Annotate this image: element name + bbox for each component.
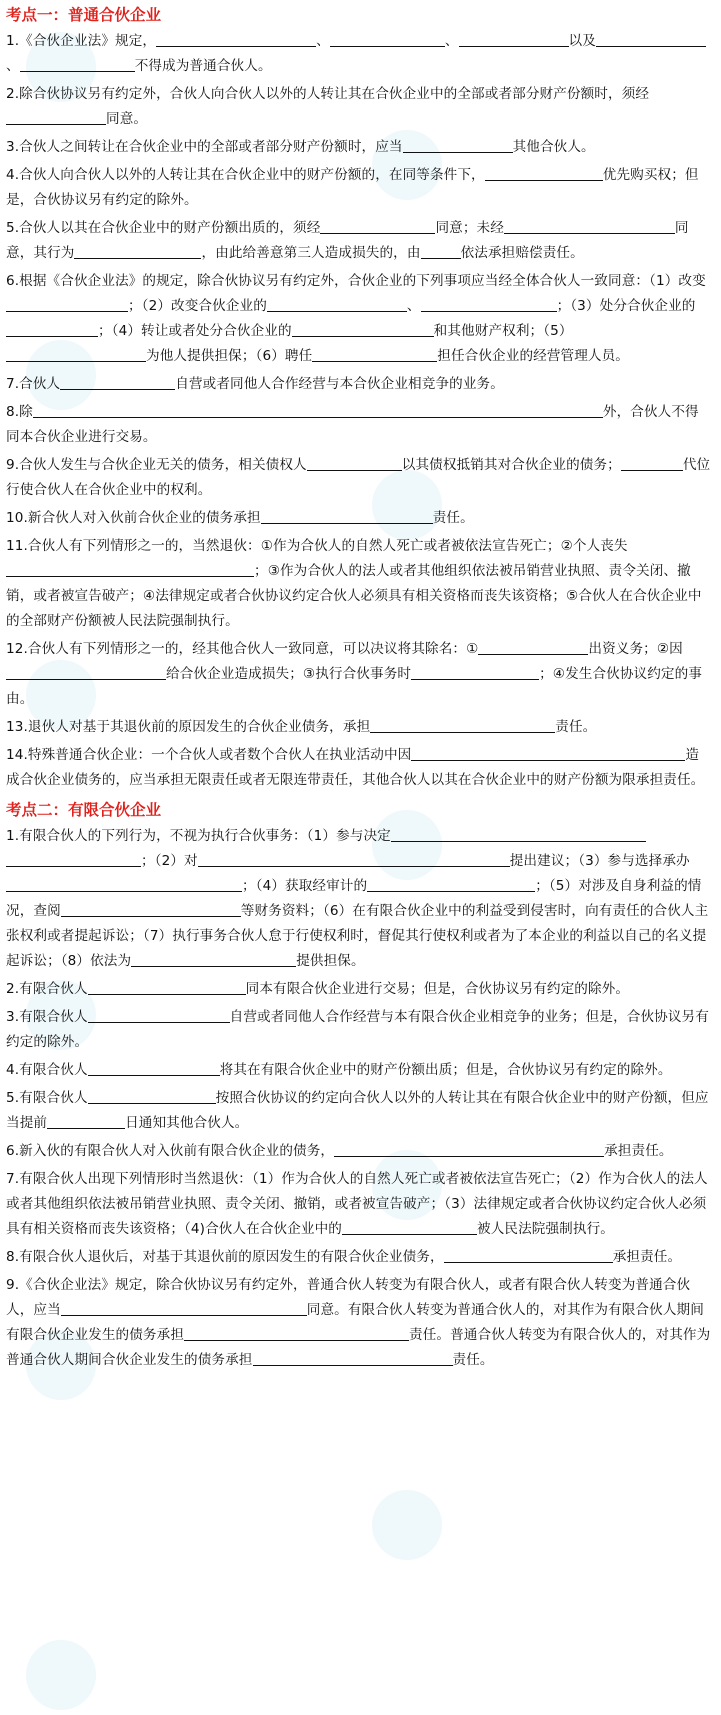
- item-text: 、: [444, 33, 459, 49]
- item-text: 责任。: [452, 1352, 494, 1368]
- item-text: 提出建议；（3）参与选择承办: [509, 853, 690, 869]
- answer-blank[interactable]: [6, 296, 128, 312]
- item-text: 责任。: [555, 719, 597, 735]
- question-item: [6, 977, 712, 1002]
- item-text: 4.合伙人向合伙人以外的人转让其在合伙企业中的财产份额的，在同等条件下，: [6, 167, 485, 183]
- answer-blank[interactable]: [61, 1300, 307, 1316]
- item-text: 4.有限合伙人: [6, 1062, 88, 1078]
- item-text: 承担责任。: [604, 1143, 673, 1159]
- question-item: [6, 1245, 712, 1270]
- item-text: 5.有限合伙人: [6, 1090, 88, 1106]
- item-text: 给合伙企业造成损失；③执行合伙事务时: [166, 666, 412, 682]
- item-text: 6.根据《合伙企业法》的规定，除合伙协议另有约定外，合伙企业的下列事项应当经全体合伙人一致同意：（1）改变: [6, 273, 706, 289]
- section-heading: 考点二：有限合伙企业: [6, 801, 162, 819]
- item-text: 9.《合伙企业法》规定，除合伙协议另有约定外，普通合伙人转变为有限合伙人，或者有限合伙人转变为普通合伙人，应当: [6, 1277, 691, 1318]
- item-text: 7.有限合伙人出现下列情形时当然退伙：（1）作为合伙人的自然人死亡或者被依法宣告死亡；（2）作为合伙人的法人或者其他组织依法被吊销营业执照、责令关闭、撤销，或者被宣告破产；（3）法律规定或者合伙协议约定合伙人必须具有相关资格而丧失该资格；（4)合伙人在合伙企业中的: [6, 1171, 708, 1237]
- item-text: 8.除: [6, 404, 33, 420]
- answer-blank[interactable]: [504, 218, 588, 234]
- item-text: 2.除合伙协议另有约定外，合伙人向合伙人以外的人转让其在合伙企业中的全部或者部分财产份额时，须经: [6, 86, 650, 102]
- answer-blank[interactable]: [444, 1247, 589, 1263]
- question-item: [6, 1005, 712, 1055]
- item-text: 不得成为普通合伙人。: [134, 58, 272, 74]
- answer-blank[interactable]: [330, 31, 445, 47]
- item-text: 按照合伙协议的约定向合伙人以外的人转让其在有限合伙企业中的财产份额，但应当提前: [6, 1090, 709, 1131]
- item-text: 11.合伙人有下列情形之一的，当然退伙：①作为合伙人的自然人死亡或者被依法宣告死亡；②个人丧失: [6, 538, 628, 554]
- answer-blank[interactable]: [376, 321, 434, 337]
- item-text: 其他合伙人。: [512, 139, 595, 155]
- item-text: 13.退伙人对基于其退伙前的原因发生的合伙企业债务，承担: [6, 719, 371, 735]
- question-item: [6, 1167, 712, 1242]
- question-item: [6, 1273, 712, 1373]
- question-item: [6, 163, 712, 213]
- answer-blank[interactable]: [61, 901, 241, 917]
- item-text: 同意。有限合伙人转变为普通合伙人的，对其作为有限合伙人期间有限合伙企业发生的债务承担: [6, 1302, 704, 1343]
- answer-blank[interactable]: [47, 1113, 125, 1129]
- question-item: [6, 506, 712, 531]
- answer-blank[interactable]: [320, 218, 435, 234]
- item-text: 1.有限合伙人的下列行为，不视为执行合伙事务：（1）参与决定: [6, 828, 391, 844]
- answer-blank[interactable]: [421, 243, 461, 259]
- answer-blank[interactable]: [60, 374, 175, 390]
- item-text: 3.有限合伙人: [6, 1009, 88, 1025]
- answer-blank[interactable]: [6, 346, 146, 362]
- item-text: 以及: [568, 33, 596, 49]
- answer-blank[interactable]: [421, 296, 451, 312]
- answer-blank[interactable]: [411, 745, 651, 761]
- answer-blank[interactable]: [411, 664, 539, 680]
- item-text: 造成合伙企业债务的，应当承担无限责任或者无限连带责任，其他合伙人以其在合伙企业中的财产份额为限承担责任。: [6, 747, 705, 788]
- item-text: 责任。普通合伙人转变为有限合伙人的，对其作为普通合伙人期间合伙企业发生的债务承担: [6, 1327, 711, 1368]
- item-text: 代位行使合伙人在合伙企业中的权利。: [6, 457, 711, 498]
- item-text: 10.新合伙人对入伙前合伙企业的债务承担: [6, 510, 261, 526]
- item-text: ；（5）对涉及自身利益的情况，查阅: [6, 878, 702, 919]
- answer-blank[interactable]: [6, 109, 106, 125]
- item-text: ；③作为合伙人的法人或者其他组织依法被吊销营业执照、责令关闭、撤销，或者被宣告破产；④法律规定或者合伙协议约定合伙人必须具有相关资格而丧失该资格；⑤合伙人在合伙企业中的全部财产份额被人民法院强制执行。: [6, 563, 702, 629]
- item-text: 承担责任。: [612, 1249, 682, 1265]
- item-text: 、: [406, 298, 421, 314]
- item-text: 优先购买权；但是，合伙协议另有约定的除外。: [6, 167, 699, 208]
- answer-blank[interactable]: [267, 296, 407, 312]
- answer-blank[interactable]: [261, 508, 433, 524]
- item-text: 同本有限合伙企业进行交易；但是，合伙协议另有约定的除外。: [245, 981, 630, 997]
- item-text: 日通知其他合伙人。: [125, 1115, 249, 1131]
- answer-blank[interactable]: [651, 745, 685, 761]
- answer-blank[interactable]: [353, 1350, 453, 1366]
- answer-blank[interactable]: [459, 31, 569, 47]
- item-text: ；（4）获取经审计的: [242, 878, 368, 894]
- answer-blank[interactable]: [370, 717, 555, 733]
- answer-blank[interactable]: [307, 455, 402, 471]
- item-text: 、: [316, 33, 330, 49]
- item-text: ；（2）对: [141, 853, 198, 869]
- question-item: [6, 216, 712, 266]
- item-text: 9.合伙人发生与合伙企业无关的债务，相关债权人: [6, 457, 307, 473]
- item-text: 为他人提供担保；（6）聘任: [146, 348, 313, 364]
- item-text: 、: [6, 58, 20, 74]
- question-item: [6, 29, 712, 79]
- question-item: [6, 715, 712, 740]
- answer-blank[interactable]: [88, 979, 246, 995]
- item-text: 自营或者同他人合作经营与本合伙企业相竞争的业务。: [175, 376, 504, 392]
- question-item: [6, 534, 712, 634]
- item-text: 责任。: [432, 510, 474, 526]
- question-item: [6, 743, 712, 793]
- answer-blank[interactable]: [403, 137, 513, 153]
- item-text: 外，合伙人不得同本合伙企业进行交易。: [6, 404, 699, 445]
- item-text: ；（3）处分合伙企业的: [556, 298, 696, 314]
- answer-blank[interactable]: [156, 31, 316, 47]
- answer-blank[interactable]: [451, 296, 557, 312]
- item-text: 6.新入伙的有限合伙人对入伙前有限合伙企业的债务，: [6, 1143, 335, 1159]
- question-item: [6, 1139, 712, 1164]
- question-item: [6, 372, 712, 397]
- question-item: [6, 269, 712, 369]
- item-text: 以其债权抵销其对合伙企业的债务；: [401, 457, 621, 473]
- item-text: ，由此给善意第三人造成损失的，由: [201, 245, 421, 261]
- item-text: 7.合伙人: [6, 376, 61, 392]
- answer-blank[interactable]: [6, 321, 98, 337]
- item-text: 3.合伙人之间转让在合伙企业中的全部或者部分财产份额时，应当: [6, 139, 403, 155]
- answer-blank[interactable]: [6, 851, 141, 867]
- item-text: 8.有限合伙人退伙后，对基于其退伙前的原因发生的有限合伙企业债务，: [6, 1249, 444, 1265]
- answer-blank[interactable]: [391, 826, 646, 842]
- answer-blank[interactable]: [6, 561, 254, 577]
- item-text: 提供担保。: [296, 953, 365, 969]
- item-text: 将其在有限合伙企业中的财产份额出质；但是，合伙协议另有约定的除外。: [219, 1062, 672, 1078]
- item-text: 同意。: [106, 111, 148, 127]
- question-item: [6, 82, 712, 132]
- answer-blank[interactable]: [6, 664, 166, 680]
- answer-blank[interactable]: [478, 639, 588, 655]
- item-text: 等财务资料；（6）在有限合伙企业中的利益受到侵害时，向有责任的合伙人主张权利或者提起诉讼；（7）执行事务合伙人怠于行使权利时，督促其行使权利或者为了本企业的利益以自己的名义提起诉讼；（8）依法为: [6, 903, 709, 969]
- answer-blank[interactable]: [33, 402, 603, 418]
- item-text: 14.特殊普通合伙企业：一个合伙人或者数个合伙人在执业活动中因: [6, 747, 412, 763]
- item-text: ；（4）转让或者处分合伙企业的: [98, 323, 292, 339]
- answer-blank[interactable]: [312, 346, 437, 362]
- question-item: [6, 824, 712, 974]
- watermark-logo: [26, 1640, 96, 1710]
- item-text: 担任合伙企业的经营管理人员。: [437, 348, 629, 364]
- answer-blank[interactable]: [596, 31, 640, 47]
- question-item: [6, 1086, 712, 1136]
- answer-blank[interactable]: [455, 876, 535, 892]
- answer-blank[interactable]: [131, 951, 296, 967]
- answer-blank[interactable]: [20, 56, 135, 72]
- item-text: 同意；未经: [435, 220, 504, 236]
- item-text: 出资义务；②因: [588, 641, 683, 657]
- answer-blank[interactable]: [621, 455, 683, 471]
- answer-blank[interactable]: [253, 1350, 353, 1366]
- item-text: 被人民法院强制执行。: [477, 1221, 614, 1237]
- item-text: 2.有限合伙人: [6, 981, 88, 997]
- question-item: [6, 135, 712, 160]
- item-text: 和其他财产权利；（5）: [433, 323, 573, 339]
- item-text: ；④发生合伙协议约定的事由。: [6, 666, 703, 707]
- item-text: 12.合伙人有下列情形之一的，经其他合伙人一致同意，可以决议将其除名：①: [6, 641, 479, 657]
- answer-blank[interactable]: [88, 1088, 216, 1104]
- question-item: [6, 453, 712, 503]
- section-heading: 考点一：普通合伙企业: [6, 6, 162, 24]
- answer-blank[interactable]: [74, 243, 201, 259]
- question-item: [6, 1058, 712, 1083]
- watermark-logo: [372, 1490, 442, 1560]
- answer-blank[interactable]: [640, 31, 706, 47]
- item-text: 5.合伙人以其在合伙企业中的财产份额出质的，须经: [6, 220, 321, 236]
- item-text: ；（2）改变合伙企业的: [128, 298, 267, 314]
- answer-blank[interactable]: [184, 1325, 409, 1341]
- answer-blank[interactable]: [367, 876, 455, 892]
- answer-blank[interactable]: [88, 1007, 230, 1023]
- answer-blank[interactable]: [198, 851, 510, 867]
- answer-blank[interactable]: [588, 218, 675, 234]
- question-item: [6, 637, 712, 712]
- answer-blank[interactable]: [6, 876, 242, 892]
- question-item: [6, 400, 712, 450]
- item-text: 同意，其行为: [6, 220, 689, 261]
- answer-blank[interactable]: [292, 321, 376, 337]
- answer-blank[interactable]: [342, 1219, 477, 1235]
- document-content: [6, 2, 712, 1373]
- answer-blank[interactable]: [334, 1141, 604, 1157]
- answer-blank[interactable]: [485, 165, 603, 181]
- answer-blank[interactable]: [589, 1247, 613, 1263]
- answer-blank[interactable]: [88, 1060, 220, 1076]
- item-text: 依法承担赔偿责任。: [460, 245, 584, 261]
- item-text: 自营或者同他人合作经营与本有限合伙企业相竞争的业务；但是，合伙协议另有约定的除外。: [6, 1009, 709, 1050]
- item-text: 1.《合伙企业法》规定，: [6, 33, 157, 49]
